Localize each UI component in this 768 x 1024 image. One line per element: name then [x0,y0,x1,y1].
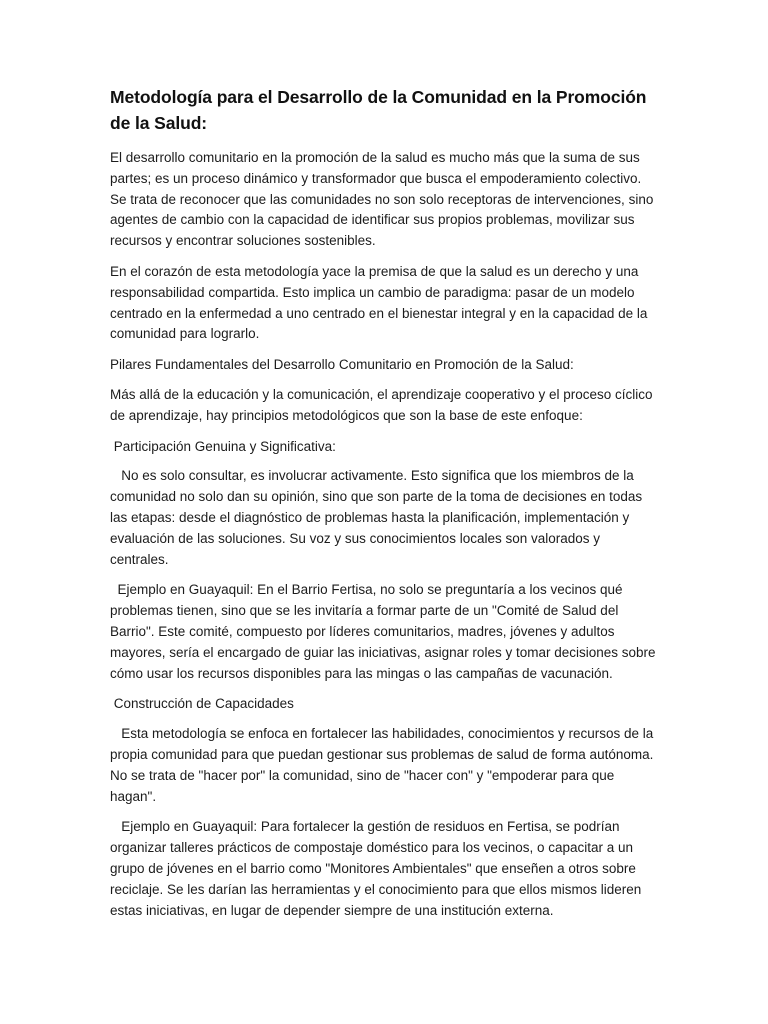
paragraph-capacity-building: Esta metodología se enfoca en fortalecer las habilidades, conocimientos y recursos de la propia comunidad para que puedan gestionar sus problemas de salud de forma autónoma. No se trata de "hacer por" la comunidad, sino de "hacer con" y "empoderar para que hagan". [110,726,658,804]
subheading-capacity-building: Construcción de Capacidades [110,696,294,712]
subheading-participation: Participación Genuina y Significativa: [110,438,336,454]
section-heading-pillars: Pilares Fundamentales del Desarrollo Comunitario en Promoción de la Salud: [110,357,574,373]
paragraph-participation: No es solo consultar, es involucrar activamente. Esto significa que los miembros de la comunidad no solo dan su opinión, sino que son parte de la toma de decisiones en todas las etapas: desde el diagnóstico de problemas hasta la planificación, implementación y evaluación de las soluciones. Su voz y sus conocimientos locales son valorados y centrales. [110,468,646,567]
paragraph-premise: En el corazón de esta metodología yace la premisa de que la salud es un derecho y una responsabilidad compartida. Esto implica un cambio de paradigma: pasar de un modelo centrado en la enfermedad a uno centrado en el bienestar integral y en la capacidad de la comunidad para lograrlo. [110,263,652,342]
paragraph-principles: Más allá de la educación y la comunicación, el aprendizaje cooperativo y el proceso cíclico de aprendizaje, hay principios metodológicos que son la base de este enfoque: [110,386,657,423]
paragraph-intro: El desarrollo comunitario en la promoción de la salud es mucho más que la suma de sus partes; es un proceso dinámico y transformador que busca el empoderamiento colectivo. Se trata de reconocer que las comunidades no son solo receptoras de intervenciones, sino agentes de cambio con la capacidad de identificar sus propios problemas, movilizar sus recursos y encontrar soluciones sostenibles. [110,150,658,249]
paragraph-example-capacity: Ejemplo en Guayaquil: Para fortalecer la gestión de residuos en Fertisa, se podrían organizar talleres prácticos de compostaje doméstico para los vecinos, o capacitar a un grupo de jóvenes en el barrio como "Monitores Ambientales" que enseñen a otros sobre reciclaje. Se les darían las herramientas y el conocimiento para que ellos mismos lideren estas iniciativas, en lugar de depender siempre de una institución externa. [110,819,646,918]
document-title: Metodología para el Desarrollo de la Comunidad en la Promoción de la Salud: [110,87,647,133]
paragraph-example-participation: Ejemplo en Guayaquil: En el Barrio Fertisa, no solo se preguntaría a los vecinos qué problemas tienen, sino que se les invitaría a formar parte de un "Comité de Salud del Barrio". Este comité, compuesto por líderes comunitarios, madres, jóvenes y adultos mayores, sería el encargado de guiar las iniciativas, asignar roles y tomar decisiones sobre cómo usar los recursos disponibles para las mingas o las campañas de vacunación. [110,582,660,681]
